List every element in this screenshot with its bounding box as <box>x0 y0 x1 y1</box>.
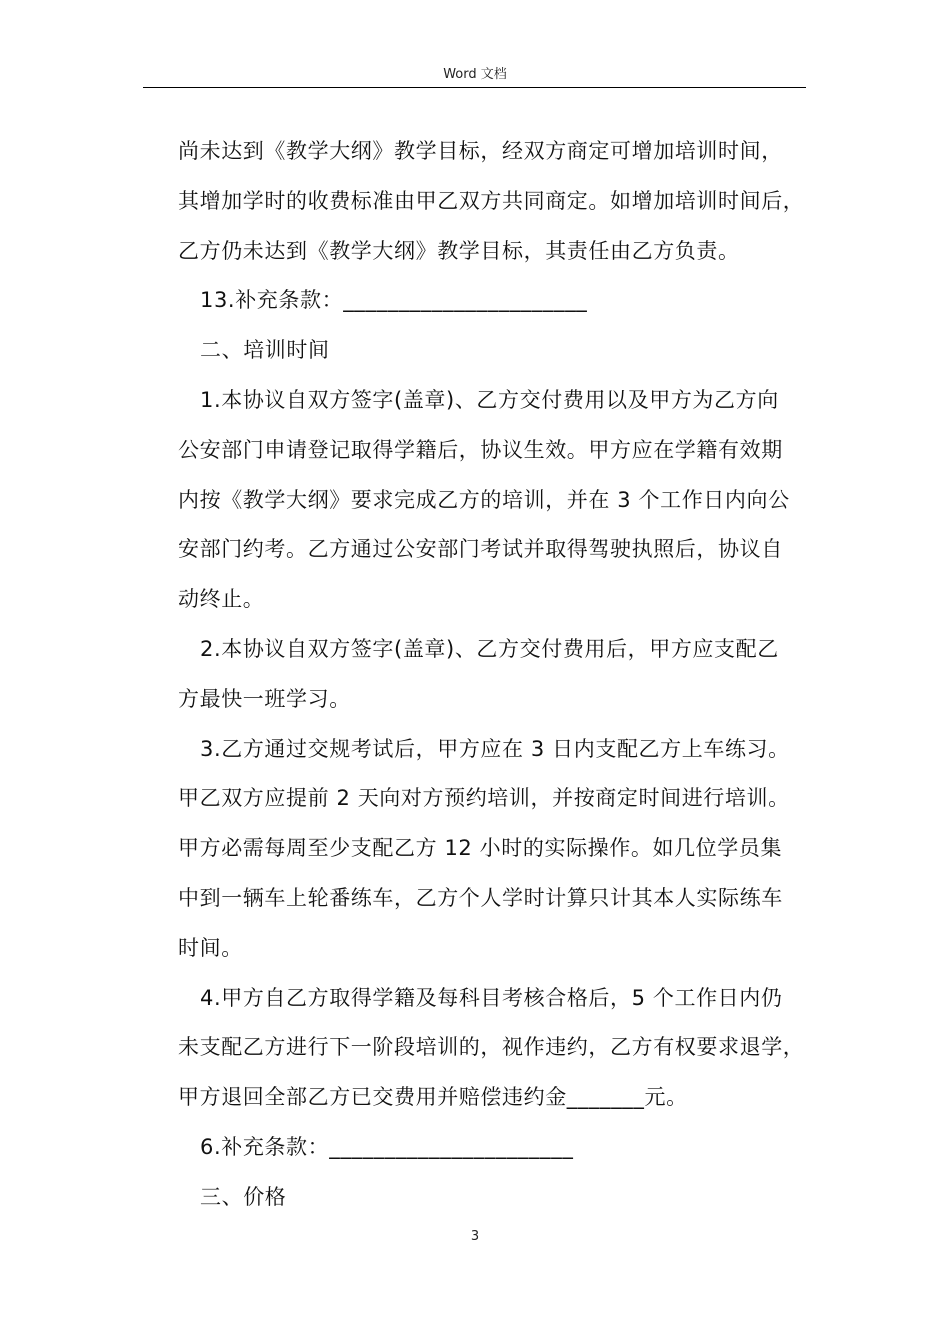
paragraph-line: 其增加学时的收费标准由甲乙双方共同商定。如增加培训时间后， <box>178 188 805 213</box>
paragraph-line: 尚未达到《教学大纲》教学目标，经双方商定可增加培训时间， <box>178 139 783 163</box>
paragraph-line: 2.本协议自双方签字(盖章)、乙方交付费用后，甲方应支配乙 <box>200 636 779 661</box>
section-heading: 二、培训时间 <box>200 338 330 363</box>
paragraph-line: 乙方仍未达到《教学大纲》教学目标，其责任由乙方负责。 <box>178 238 740 263</box>
page-number: 3 <box>470 1229 480 1244</box>
paragraph-line: 3.乙方通过交规考试后，甲方应在 3 日内支配乙方上车练习。 <box>200 736 790 761</box>
header-divider <box>143 87 806 88</box>
paragraph-line: 时间。 <box>178 935 243 960</box>
paragraph-line: 公安部门申请登记取得学籍后，协议生效。甲方应在学籍有效期 <box>178 437 783 462</box>
paragraph-line: 内按《教学大纲》要求完成乙方的培训，并在 3 个工作日内向公 <box>178 487 790 512</box>
paragraph-line: 甲乙双方应提前 2 天向对方预约培训，并按商定时间进行培训。 <box>178 786 790 811</box>
paragraph-line: 甲方必需每周至少支配乙方 12 小时的实际操作。如几位学员集 <box>178 836 783 861</box>
paragraph-line: 方最快一班学习。 <box>178 686 351 711</box>
paragraph-line: 中到一辆车上轮番练车，乙方个人学时计算只计其本人实际练车 <box>178 885 783 910</box>
paragraph-line: 未支配乙方进行下一阶段培训的，视作违约，乙方有权要求退学， <box>178 1035 805 1060</box>
paragraph-line: 6.补充条款：______________________ <box>200 1134 574 1159</box>
paragraph-line: 动终止。 <box>178 587 265 612</box>
page-header-title: Word 文档 <box>443 67 507 82</box>
paragraph-line: 13.补充条款：______________________ <box>200 288 588 313</box>
paragraph-line: 甲方退回全部乙方已交费用并赔偿违约金_______元。 <box>178 1085 688 1110</box>
paragraph-line: 安部门约考。乙方通过公安部门考试并取得驾驶执照后，协议自 <box>178 537 783 562</box>
paragraph-line: 1.本协议自双方签字(盖章)、乙方交付费用以及甲方为乙方向 <box>200 387 779 412</box>
document-body <box>178 127 818 1223</box>
section-heading: 三、价格 <box>200 1184 287 1209</box>
paragraph-line: 4.甲方自乙方取得学籍及每科目考核合格后，5 个工作日内仍 <box>200 985 783 1010</box>
